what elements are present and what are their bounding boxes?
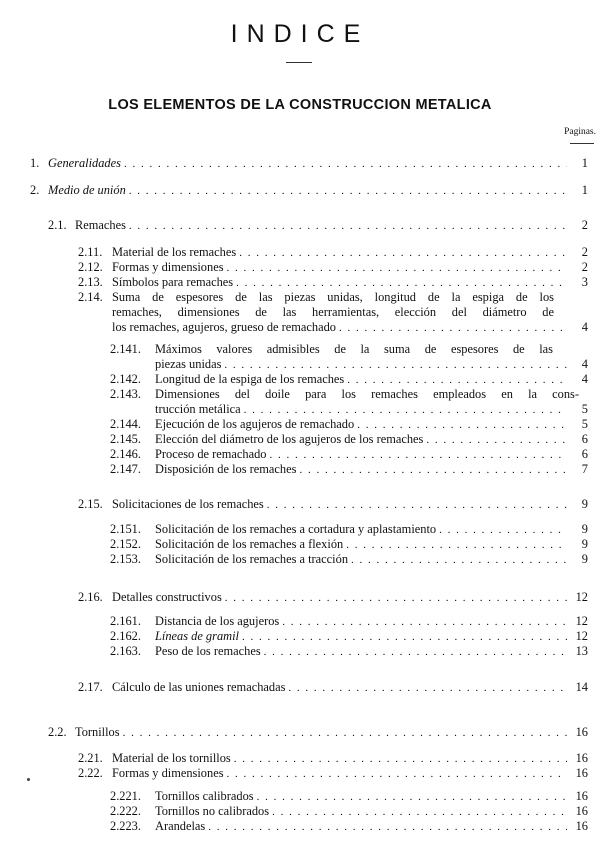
toc-entry-title-line: Suma de espesores de las piezas unidas, longitud de la espiga de los	[112, 290, 554, 304]
toc-entry-page: 13	[575, 644, 588, 658]
toc-entry-page: 5	[581, 402, 588, 416]
toc-entry-page: 2	[581, 245, 588, 259]
toc-entry-number: 2.146.	[110, 447, 141, 461]
toc-entry-number: 2.142.	[110, 372, 141, 386]
leader-dots	[257, 790, 567, 805]
toc-entry	[48, 725, 588, 741]
toc-entry	[110, 819, 588, 835]
toc-entry	[110, 804, 588, 820]
toc-entry-page: 1	[581, 156, 588, 170]
leader-dots	[234, 752, 567, 767]
toc-entry	[110, 372, 588, 388]
toc-entry-number: 2.147.	[110, 462, 141, 476]
toc-entry-page: 12	[575, 590, 588, 604]
leader-dots	[129, 219, 567, 234]
toc-entry-title: Solicitación de los remaches a cortadura y aplastamiento	[155, 522, 437, 536]
toc-entry-page: 5	[581, 417, 588, 431]
toc-entry-title: Generalidades	[48, 156, 121, 170]
toc-entry-page: 9	[581, 497, 588, 511]
toc-entry	[30, 183, 588, 199]
leader-dots	[124, 157, 567, 172]
toc-entry	[78, 766, 588, 782]
toc-entry	[110, 537, 588, 553]
toc-entry-number: 2.22.	[78, 766, 103, 780]
toc-entry	[110, 522, 588, 538]
toc-entry	[30, 156, 588, 172]
toc-entry	[78, 245, 588, 261]
toc-entry	[78, 290, 588, 336]
toc-entry-title: Formas y dimensiones	[112, 260, 224, 274]
toc-entry-number: 2.21.	[78, 751, 103, 765]
toc-entry-title-line: Dimensiones del doile para los remaches empleados en la cons-	[155, 387, 579, 401]
toc-entry-title-line: piezas unidas	[155, 357, 222, 371]
toc-entry-title: Tornillos calibrados	[155, 789, 254, 803]
toc-entry-title: Remaches	[75, 218, 126, 232]
toc-entry	[110, 447, 588, 463]
toc-entry	[110, 789, 588, 805]
leader-dots	[239, 246, 567, 261]
toc-entry-page: 9	[581, 522, 588, 536]
toc-entry	[110, 387, 588, 418]
leader-dots	[272, 805, 567, 820]
toc-entry-title-line: Máximos valores admisibles de la suma de espesores de las	[155, 342, 553, 356]
toc-entry-page: 9	[581, 552, 588, 566]
toc-entry-page: 4	[581, 320, 588, 334]
toc-entry-page: 4	[581, 372, 588, 386]
toc-entry-number: 2.141.	[110, 342, 141, 356]
leader-dots	[347, 373, 567, 388]
print-speck	[27, 778, 30, 781]
leader-dots	[426, 433, 567, 448]
leader-dots	[267, 498, 567, 513]
toc-entry-title: Cálculo de las uniones remachadas	[112, 680, 286, 694]
toc-entry	[110, 462, 588, 478]
pages-column-header: Paginas.	[564, 127, 596, 137]
toc-entry-number: 2.221.	[110, 789, 141, 803]
leader-dots	[439, 523, 567, 538]
toc-entry	[48, 218, 588, 234]
toc-entry-number: 2.163.	[110, 644, 141, 658]
toc-entry-title: Ejecución de los agujeros de remachado	[155, 417, 355, 431]
toc-entry-number: 2.152.	[110, 537, 141, 551]
toc-entry-title: Medio de unión	[48, 183, 126, 197]
page-title: INDICE	[230, 20, 370, 48]
toc-entry-title: Solicitación de los remaches a tracción	[155, 552, 349, 566]
toc-entry-title: Solicitaciones de los remaches	[112, 497, 264, 511]
leader-dots	[357, 418, 567, 433]
toc-entry-number: 2.151.	[110, 522, 141, 536]
toc-entry-title: Proceso de remachado	[155, 447, 267, 461]
toc-entry-number: 2.161.	[110, 614, 141, 628]
toc-entry-title: Longitud de la espiga de los remaches	[155, 372, 345, 386]
leader-dots	[264, 645, 567, 660]
leader-dots	[299, 463, 567, 478]
toc-entry	[110, 432, 588, 448]
toc-entry-number: 2.144.	[110, 417, 141, 431]
toc-entry-page: 4	[581, 357, 588, 371]
toc-entry	[110, 552, 588, 568]
leader-dots	[339, 321, 567, 336]
leader-dots	[269, 448, 567, 463]
toc-entry-number: 2.17.	[78, 680, 103, 694]
toc-entry	[110, 342, 588, 373]
toc-entry-page: 12	[575, 629, 588, 643]
toc-entry-title: Detalles constructivos	[112, 590, 222, 604]
leader-dots	[123, 726, 567, 741]
toc-entry-page: 16	[575, 766, 588, 780]
leader-dots	[236, 276, 567, 291]
toc-entry-title: Peso de los remaches	[155, 644, 261, 658]
toc-entry-number: 2.14.	[78, 290, 103, 304]
toc-entry	[78, 497, 588, 513]
toc-entry	[78, 275, 588, 291]
leader-dots	[346, 538, 567, 553]
toc-entry-number: 2.2.	[48, 725, 67, 739]
toc-entry-page: 16	[575, 725, 588, 739]
toc-entry-title: Distancia de los agujeros	[155, 614, 280, 628]
toc-entry-number: 2.15.	[78, 497, 103, 511]
toc-entry-number: 2.	[30, 183, 40, 197]
toc-entry-title: Tornillos	[75, 725, 120, 739]
toc-entry	[110, 644, 588, 660]
toc-entry	[78, 590, 588, 606]
leader-dots	[224, 358, 567, 373]
toc-entry-page: 2	[581, 260, 588, 274]
toc-entry-title-line: remaches, dimensiones de las herramientas, elección del diámetro de	[112, 305, 554, 319]
toc-entry-title: Solicitación de los remaches a flexión	[155, 537, 344, 551]
toc-entry-title: Líneas de gramil	[155, 629, 239, 643]
toc-entry-title-line: los remaches, agujeros, grueso de remachado	[112, 320, 336, 334]
toc-entry-title: Material de los remaches	[112, 245, 237, 259]
leader-dots	[208, 820, 567, 835]
toc-entry-number: 2.1.	[48, 218, 67, 232]
toc-entry-page: 12	[575, 614, 588, 628]
toc-entry	[110, 614, 588, 630]
toc-entry-page: 7	[581, 462, 588, 476]
toc-entry	[78, 751, 588, 767]
toc-entry	[110, 629, 588, 645]
toc-entry-title: Material de los tornillos	[112, 751, 231, 765]
toc-entry-title: Formas y dimensiones	[112, 766, 224, 780]
toc-entry-page: 9	[581, 537, 588, 551]
toc-entry-page: 1	[581, 183, 588, 197]
toc-entry	[78, 260, 588, 276]
toc-entry-number: 2.11.	[78, 245, 103, 259]
toc-entry-number: 2.16.	[78, 590, 103, 604]
toc-entry-page: 16	[575, 804, 588, 818]
toc-entry-page: 2	[581, 218, 588, 232]
toc-entry-title-line: trucción metálica	[155, 402, 241, 416]
toc-entry-page: 6	[581, 447, 588, 461]
leader-dots	[244, 403, 567, 418]
leader-dots	[282, 615, 567, 630]
toc-entry-number: 1.	[30, 156, 40, 170]
toc-entry-page: 14	[575, 680, 588, 694]
toc-entry-number: 2.162.	[110, 629, 141, 643]
toc-entry-page: 16	[575, 789, 588, 803]
toc-entry-number: 2.143.	[110, 387, 141, 401]
toc-entry-number: 2.223.	[110, 819, 141, 833]
toc-entry-title: Tornillos no calibrados	[155, 804, 270, 818]
toc-entry-page: 16	[575, 819, 588, 833]
leader-dots	[225, 591, 567, 606]
toc-entry-number: 2.12.	[78, 260, 103, 274]
toc-entry-number: 2.145.	[110, 432, 141, 446]
section-heading: LOS ELEMENTOS DE LA CONSTRUCCION METALICA	[108, 97, 492, 113]
toc-entry-page: 16	[575, 751, 588, 765]
toc-entry-title: Disposición de los remaches	[155, 462, 297, 476]
toc-entry-page: 3	[581, 275, 588, 289]
toc-entry-title: Símbolos para remaches	[112, 275, 234, 289]
toc-entry	[110, 417, 588, 433]
leader-dots	[351, 553, 567, 568]
leader-dots	[288, 681, 567, 696]
leader-dots	[227, 767, 567, 782]
toc-entry-title: Elección del diámetro de los agujeros de los remaches	[155, 432, 424, 446]
toc-entry	[78, 680, 588, 696]
toc-entry-number: 2.222.	[110, 804, 141, 818]
leader-dots	[129, 184, 567, 199]
leader-dots	[227, 261, 567, 276]
toc-entry-number: 2.13.	[78, 275, 103, 289]
toc-entry-title: Arandelas	[155, 819, 206, 833]
toc-entry-page: 6	[581, 432, 588, 446]
leader-dots	[242, 630, 567, 645]
toc-entry-number: 2.153.	[110, 552, 141, 566]
